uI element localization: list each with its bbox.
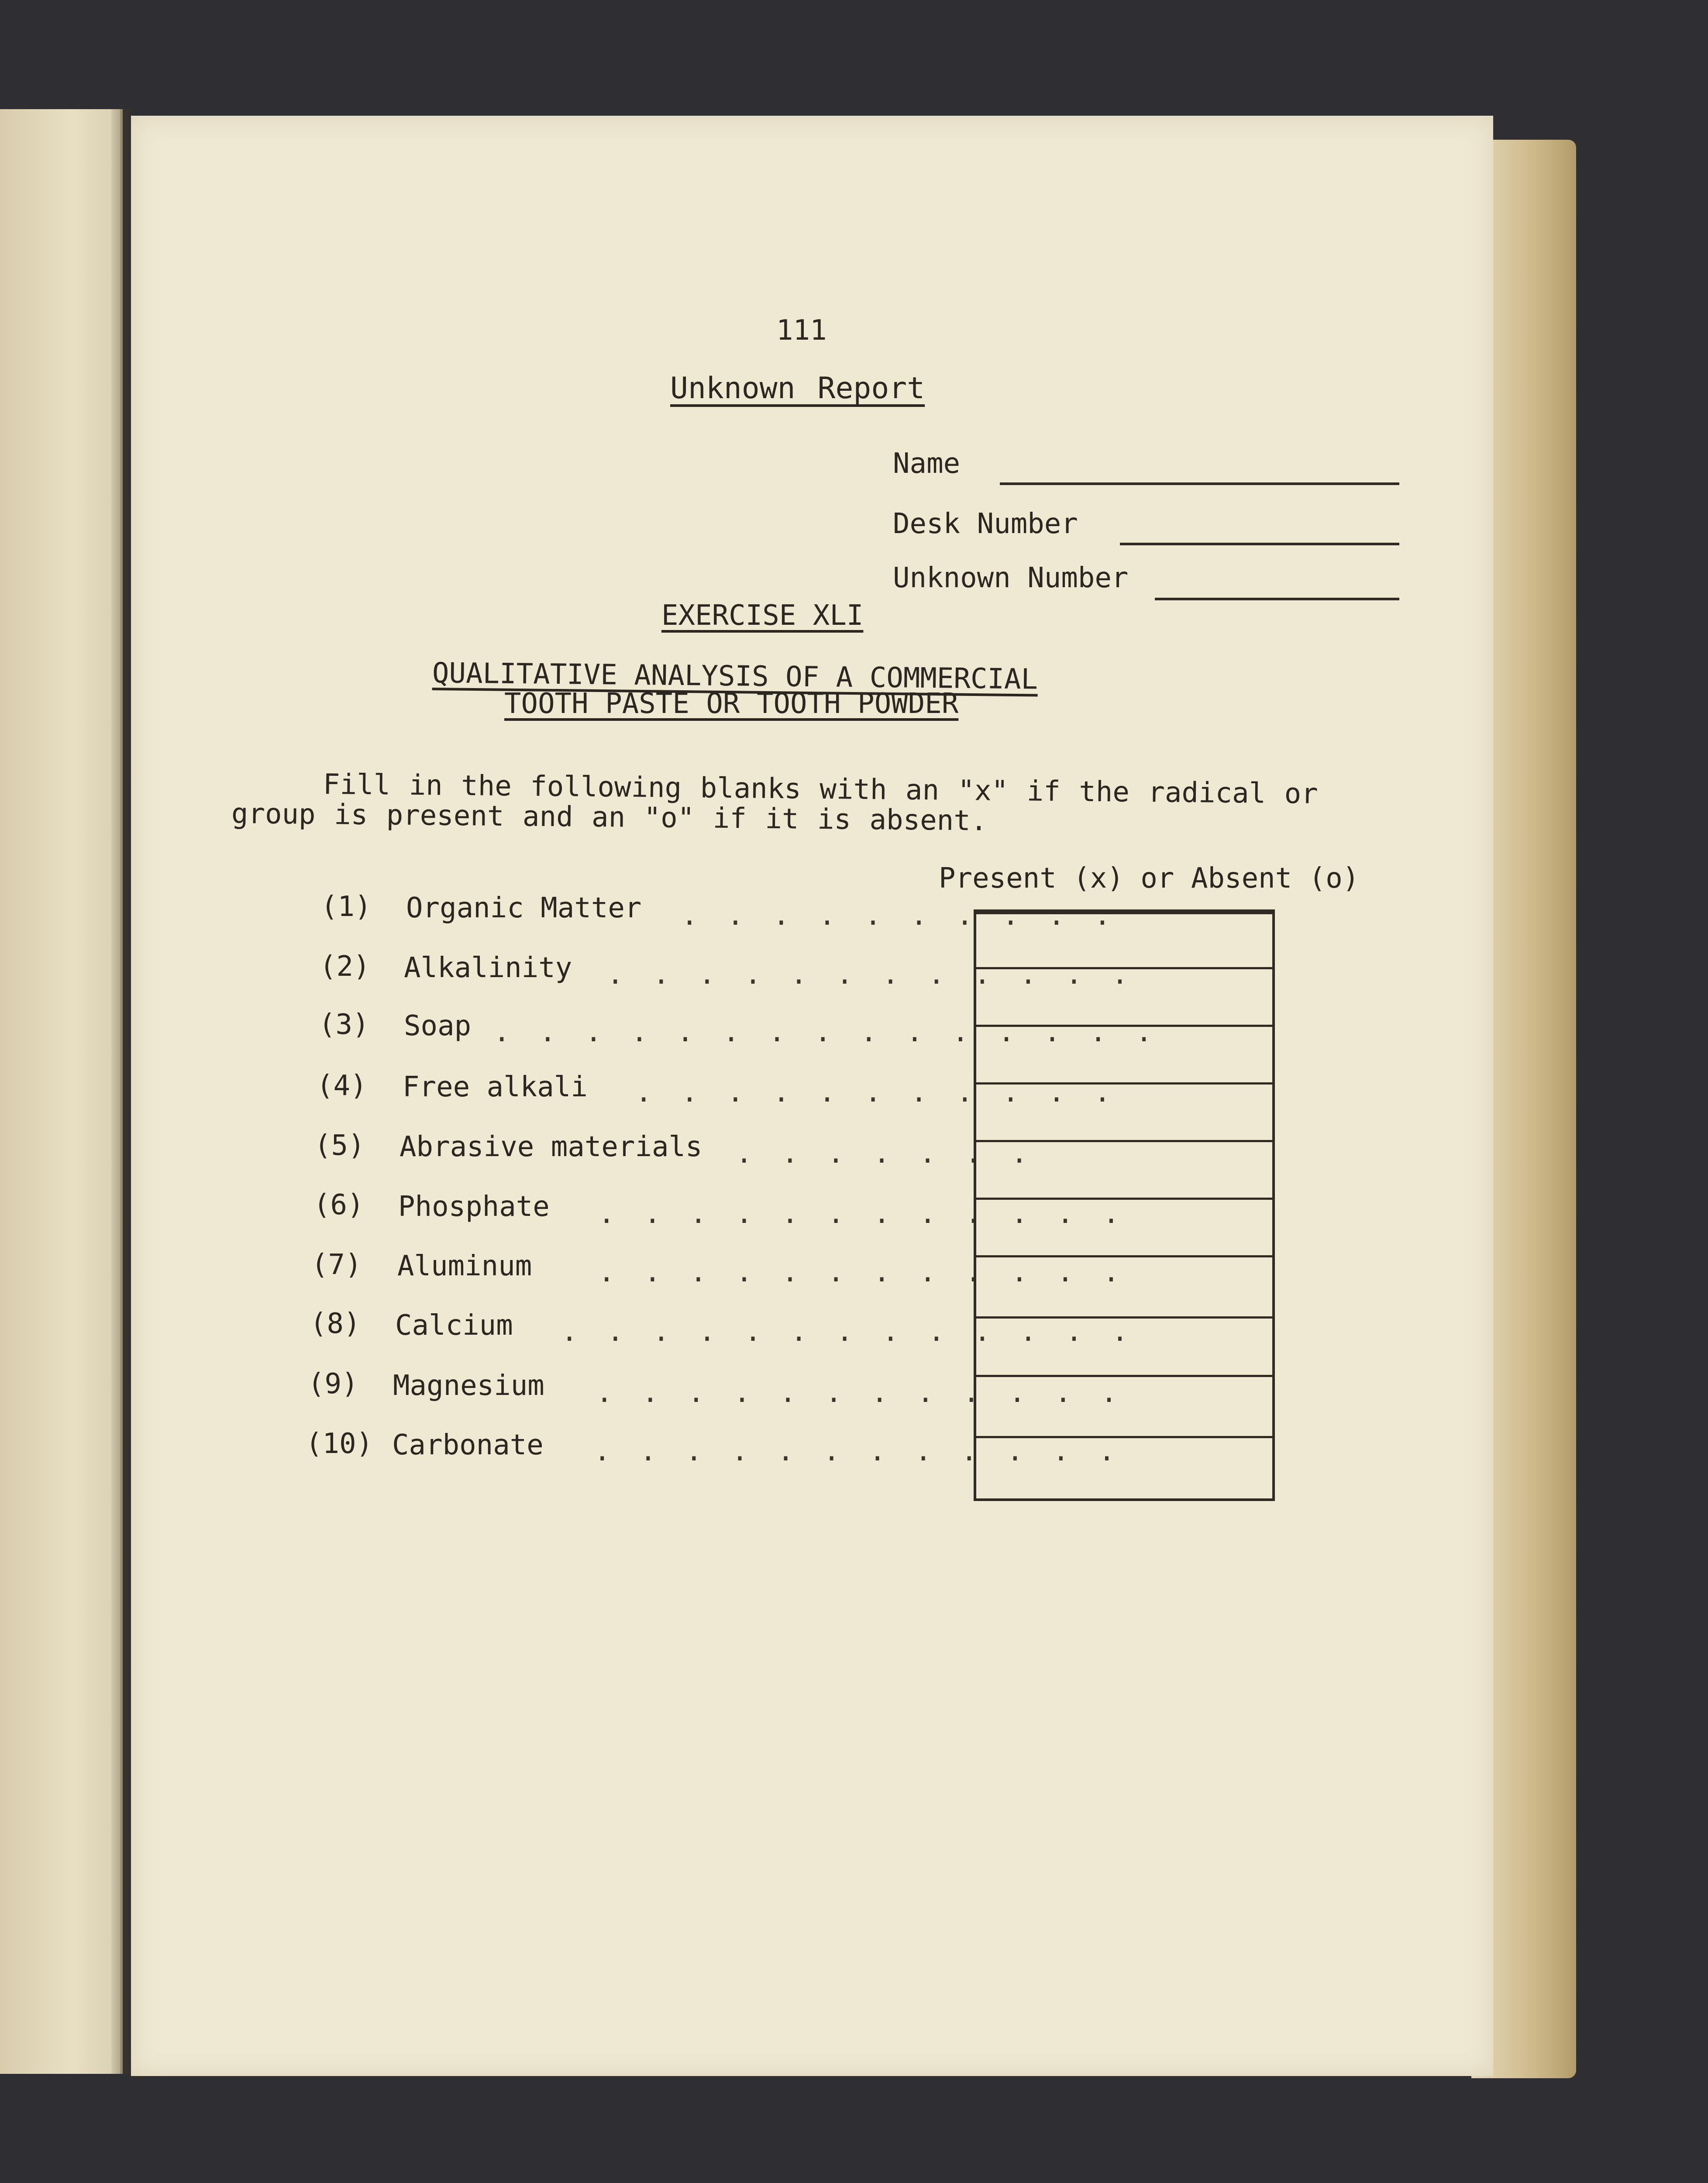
desk-number-label: Desk Number [893, 508, 1078, 540]
answer-cell-divider [976, 1316, 1272, 1319]
item-label: Phosphate [398, 1191, 550, 1223]
item-number: (6) [313, 1189, 364, 1221]
answer-cell-divider [976, 1140, 1272, 1142]
answer-cell-divider [976, 1025, 1272, 1027]
item-label: Calcium [395, 1309, 513, 1342]
answer-cell-divider [976, 967, 1272, 969]
item-label: Carbonate [392, 1429, 544, 1461]
leader-dots: . . . . . . . . . . . . [596, 1377, 1124, 1409]
answer-cell-divider [976, 1198, 1272, 1200]
subtitle-line-2: TOOTH PASTE OR TOOTH POWDER [504, 688, 959, 720]
answer-cell-1[interactable] [976, 912, 1272, 969]
desk-number-field[interactable] [1120, 543, 1399, 545]
item-label: Magnesium [393, 1370, 544, 1402]
item-number: (9) [308, 1368, 358, 1400]
leader-dots: . . . . . . . . . . . . . [561, 1315, 1135, 1348]
leader-dots: . . . . . . . . . . . . [598, 1198, 1126, 1230]
page-number: 111 [776, 314, 827, 347]
item-label: Abrasive materials [399, 1131, 702, 1163]
unknown-number-field[interactable] [1155, 598, 1399, 600]
item-label: Organic Matter [406, 892, 642, 924]
leader-dots: . . . . . . . . . . . . [594, 1435, 1122, 1467]
item-label: Free alkali [403, 1071, 588, 1103]
previous-page [0, 109, 123, 2074]
answer-cell-divider [976, 1082, 1272, 1085]
item-number: (2) [320, 950, 370, 983]
instruction-line-2: group is present and an "o" if it is absent. [231, 798, 988, 837]
leader-dots: . . . . . . . . . . . . [598, 1256, 1126, 1288]
item-number: (7) [311, 1249, 362, 1281]
item-number: (3) [319, 1009, 369, 1041]
leader-dots: . . . . . . . . . . . . [607, 958, 1135, 991]
column-header: Present (x) or Absent (o) [939, 862, 1360, 895]
document-page [131, 116, 1493, 2076]
name-field[interactable] [1000, 482, 1399, 485]
report-title: Unknown Report [670, 371, 925, 406]
item-number: (10) [306, 1428, 373, 1460]
leader-dots: . . . . . . . . . . [681, 899, 1117, 932]
name-label: Name [893, 448, 961, 480]
item-number: (1) [321, 891, 372, 923]
instruction-line-1: Fill in the following blanks with an "x" if the radical or [323, 768, 1319, 810]
answer-cell-divider [976, 1436, 1272, 1438]
item-label: Alkalinity [404, 952, 572, 984]
subtitle-line-1: QUALITATIVE ANALYSIS OF A COMMERCIAL [432, 657, 1038, 696]
answer-grid [974, 909, 1275, 1501]
leader-dots: . . . . . . . . . . . . . . . [493, 1016, 1159, 1048]
exercise-title: EXERCISE XLI [661, 599, 864, 632]
unknown-number-label: Unknown Number [893, 562, 1129, 594]
item-number: (4) [317, 1070, 367, 1102]
item-number: (5) [314, 1129, 365, 1162]
leader-dots: . . . . . . . [736, 1137, 1034, 1170]
leader-dots: . . . . . . . . . . . [635, 1076, 1117, 1109]
item-label: Soap [404, 1010, 472, 1042]
answer-cell-divider [976, 1255, 1272, 1257]
item-number: (8) [310, 1308, 361, 1340]
answer-cell-divider [976, 1375, 1272, 1377]
item-label: Aluminum [397, 1250, 532, 1282]
